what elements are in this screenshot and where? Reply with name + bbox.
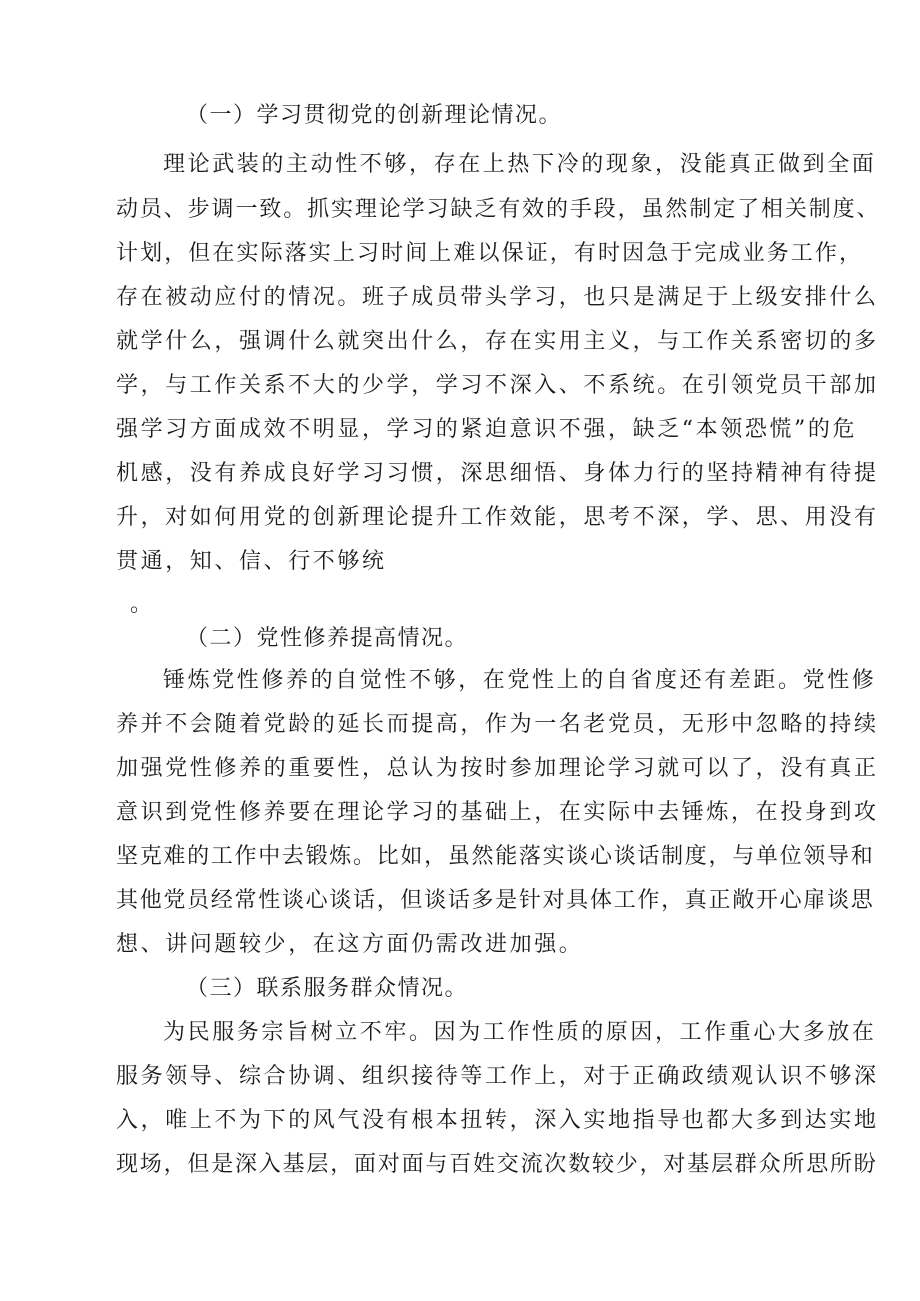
section-2-line-7: 想、讲问题较少，在这方面仍需改进加强。 — [116, 932, 584, 957]
section-2-line-1: 锤炼党性修养的自觉性不够，在党性上的自省度还有差距。党性修 — [163, 668, 877, 693]
section-1-line-10: 贯通，知、信、行不够统 — [116, 549, 387, 574]
section-3-line-3: 入，唯上不为下的风气没有根本扭转，深入实地指导也都大多到达实地 — [116, 1108, 879, 1133]
section-1-line-8: 机感，没有养成良好学习习惯，深思细悟、身体力行的坚持精神有待提 — [116, 461, 879, 486]
section-2-line-3: 加强党性修养的重要性，总认为按时参加理论学习就可以了，没有真正 — [116, 756, 879, 781]
section-2-line-2: 养并不会随着党龄的延长而提高，作为一名老党员，无形中忽略的持续 — [116, 712, 879, 737]
section-1-heading: （一）学习贯彻党的创新理论情况。 — [186, 103, 563, 128]
section-3-line-4: 现场，但是深入基层，面对面与百姓交流次数较少，对基层群众所思所盼 — [116, 1152, 878, 1177]
section-3-heading: （三）联系服务群众情况。 — [186, 976, 469, 1001]
section-1-line-4: 存在被动应付的情况。班子成员带头学习，也只是满足于上级安排什么 — [116, 285, 879, 310]
section-2-heading: （二）党性修养提高情况。 — [186, 626, 469, 651]
section-3-line-2: 服务领导、综合协调、组织接待等工作上，对于正确政绩观认识不够深 — [116, 1064, 879, 1089]
section-1-line-3: 计划，但在实际落实上习时间上难以保证，有时因急于完成业务工作， — [116, 241, 864, 266]
section-1-line-2: 动员、步调一致。抓实理论学习缺乏有效的手段，虽然制定了相关制度、 — [116, 197, 881, 222]
section-1-line-5: 就学什么，强调什么就突出什么，存在实用主义，与工作关系密切的多 — [116, 329, 879, 354]
section-1-line-1: 理论武装的主动性不够，存在上热下冷的现象，没能真正做到全面 — [163, 152, 877, 177]
section-2-line-6: 其他党员经常性谈心谈话，但谈话多是针对具体工作，真正敞开心扉谈思 — [116, 888, 875, 913]
section-1-line-11: 。 — [130, 592, 155, 617]
section-2-line-4: 意识到党性修养要在理论学习的基础上，在实际中去锤炼，在投身到攻 — [116, 800, 879, 825]
section-2-line-5: 坚克难的工作中去锻炼。比如，虽然能落实谈心谈话制度，与单位领导和 — [116, 844, 875, 869]
section-1-line-9: 升，对如何用党的创新理论提升工作效能，思考不深，学、思、用没有 — [116, 505, 879, 530]
section-3-line-1: 为民服务宗旨树立不牢。因为工作性质的原因，工作重心大多放在 — [163, 1020, 877, 1045]
section-1-line-7: 强学习方面成效不明显，学习的紧迫意识不强，缺乏“本领恐慌”的危 — [116, 417, 858, 442]
section-1-line-6: 学，与工作关系不大的少学，学习不深入、不系统。在引领党员干部加 — [116, 373, 879, 398]
